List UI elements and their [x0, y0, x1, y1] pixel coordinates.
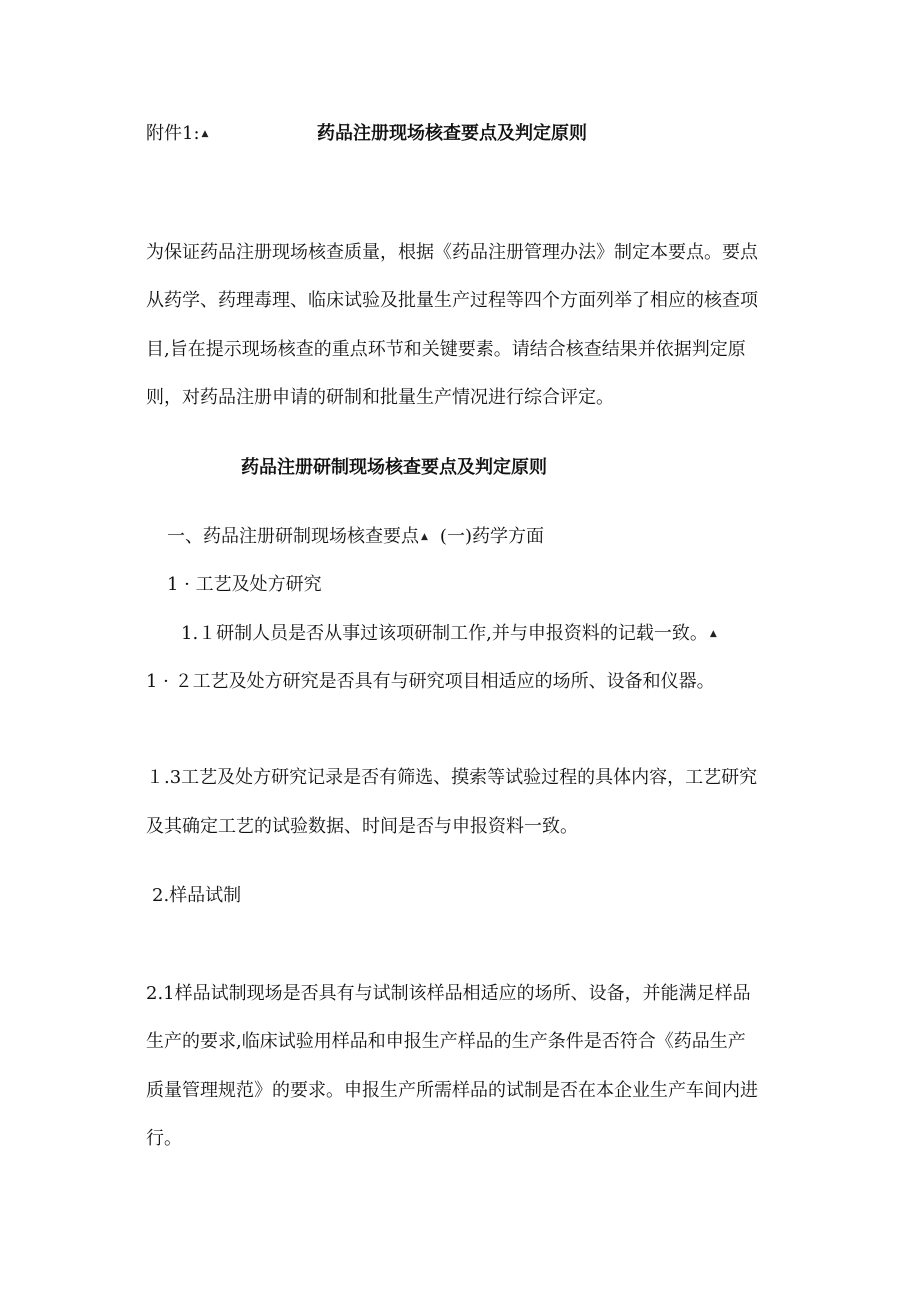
intro-line: 为保证药品注册现场核查质量，根据《药品注册管理办法》制定本要点。要点 [146, 242, 758, 263]
intro-line: 则，对药品注册申请的研制和批量生产情况进行综合评定。 [146, 387, 614, 408]
page-title: 药品注册现场核查要点及判定原则 [317, 123, 587, 144]
item-heading: 2.样品试制 [152, 885, 242, 906]
item-heading: 1 · 工艺及处方研究 [167, 574, 322, 595]
paragraph-mark-icon: ▲ [201, 128, 209, 139]
intro-line: 目,旨在提示现场核查的重点环节和关键要素。请结合核查结果并依据判定原 [146, 339, 746, 360]
section-heading: 一、药品注册研制现场核查要点 ▲ (一)药学方面 [167, 526, 544, 547]
intro-line: 从药学、药理毒理、临床试验及批量生产过程等四个方面列举了相应的核查项 [146, 290, 758, 311]
item-text: 生产的要求,临床试验用样品和申报生产样品的生产条件是否符合《药品生产 [146, 1031, 746, 1052]
section-title: 药品注册研制现场核查要点及判定原则 [241, 457, 547, 478]
subsection-heading: (一)药学方面 [439, 526, 544, 547]
item-text: 1 · ２工艺及处方研究是否具有与研究项目相适应的场所、设备和仪器。 [146, 671, 715, 692]
item-text: 2.1样品试制现场是否具有与试制该样品相适应的场所、设备，并能满足样品 [146, 983, 751, 1004]
paragraph-mark-icon: ▲ [709, 628, 717, 639]
paragraph-mark-icon: ▲ [421, 531, 428, 542]
item-text: 及其确定工艺的试验数据、时间是否与申报资料一致。 [146, 816, 578, 837]
item-text: 1.１研制人员是否从事过该项研制工作,并与申报资料的记载一致。 ▲ [181, 623, 717, 644]
item-text: １.3工艺及处方研究记录是否有筛选、摸索等试验过程的具体内容，工艺研究 [146, 767, 758, 788]
attachment-label: 附件1: ▲ [146, 123, 209, 144]
item-text: 行。 [146, 1128, 182, 1149]
item-text: 质量管理规范》的要求。申报生产所需样品的试制是否在本企业生产车间内进 [146, 1080, 758, 1101]
